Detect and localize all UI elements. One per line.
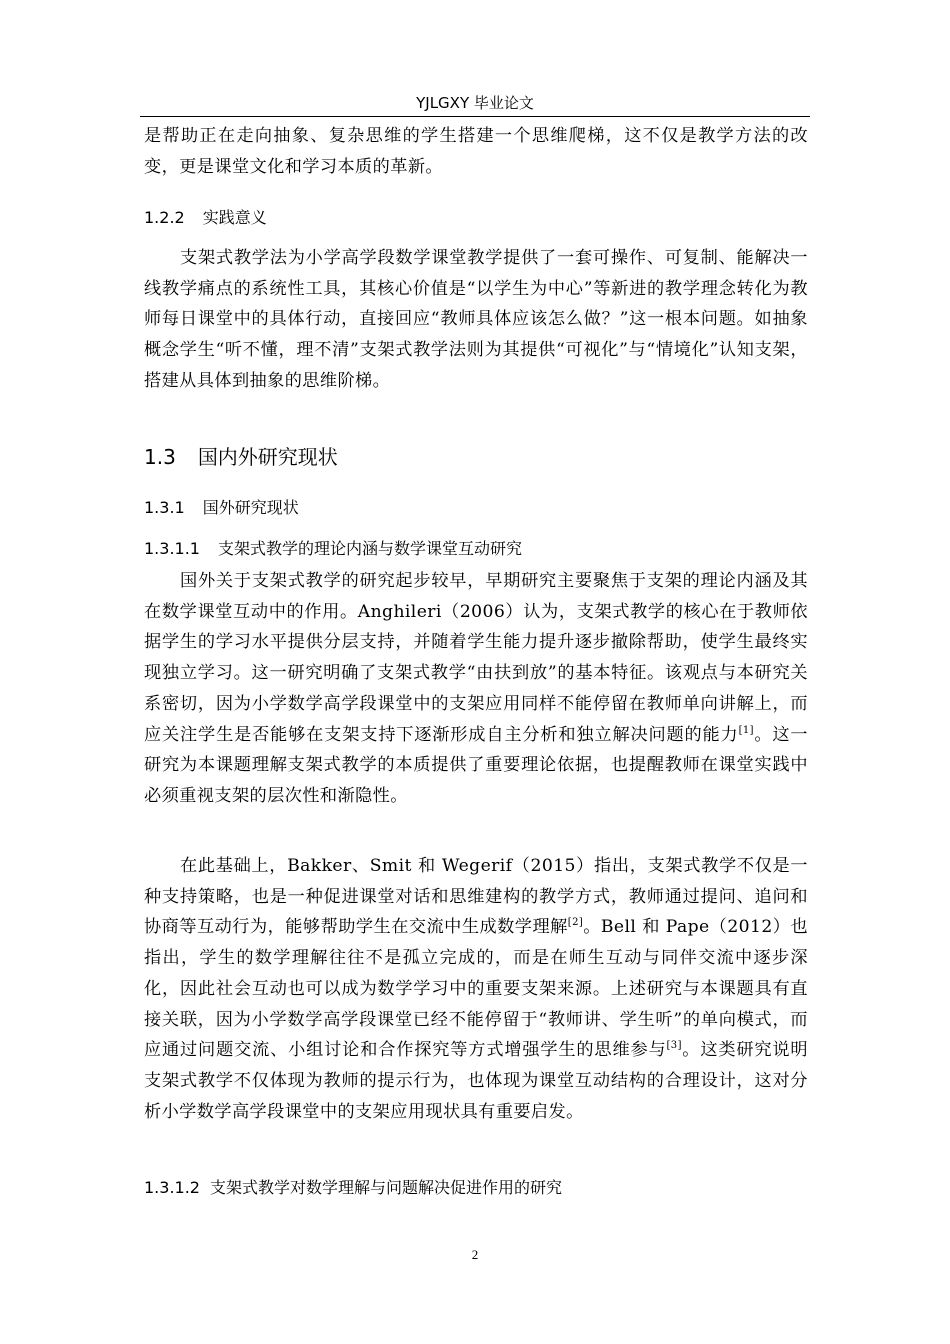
section-number: 1.3.1.1 <box>144 539 200 558</box>
paragraph-text <box>144 566 808 812</box>
section-heading-1-2-2 <box>144 207 808 229</box>
text-run: 。Bell 和 Pape（2012）也指出，学生的数学理解往往不是孤立完成的，而是在师生互动与同伴交流中逐步深化，因此社会互动也可以成为数学学习中的重要支架来源。上述研究与本课题具有直接关联，因为小学数学高学段课堂已经不能停留于“教师讲、学生听”的单向模式，而应通过问题交流、小组讨论和合作探究等方式增强学生的思维参与 <box>144 917 808 1061</box>
section-heading-1-3-1-2 <box>144 1177 808 1199</box>
paragraph-theory <box>144 566 808 812</box>
citation-3: [3] <box>666 1040 682 1052</box>
paragraph-text: 支架式教学法为小学高学段数学课堂教学提供了一套可操作、可复制、能解决一线教学痛点的系统性工具，其核心价值是“以学生为中心”等新进的教学理念转化为教师每日课堂中的具体行动，直接回应“教师具体应该怎么做？”这一根本问题。如抽象概念学生“听不懂，理不清”支架式教学法则为其提供“可视化”与“情境化”认知支架，搭建从具体到抽象的思维阶梯。 <box>144 248 808 391</box>
text-run: 国外关于支架式教学的研究起步较早，早期研究主要聚焦于支架的理论内涵及其在数学课堂互动中的作用。Anghileri（2006）认为，支架式教学的核心在于教师依据学生的学习水平提供分层支持，并随着学生能力提升逐步撤除帮助，使学生最终实现独立学习。这一研究明确了支架式教学“由扶到放”的基本特征。该观点与本研究关系密切，因为小学数学高学段课堂中的支架应用同样不能停留在教师单向讲解上，而应关注学生是否能够在支架支持下逐渐形成自主分析和独立解决问题的能力 <box>144 571 808 745</box>
page-number: 2 <box>471 1247 479 1262</box>
section-heading-1-3-1 <box>144 497 808 519</box>
paragraph-interaction <box>144 851 808 1127</box>
text-run: 。这类研究说明支架式教学不仅体现为教师的提示行为，也体现为课堂互动结构的合理设计，这对分析小学数学高学段课堂中的支架应用现状具有重要启发。 <box>144 1040 808 1122</box>
paragraph-practical-significance <box>144 243 808 397</box>
section-number: 1.2.2 <box>144 208 185 227</box>
text-run: 。这一研究为本课题理解支架式教学的本质提供了重要理论依据，也提醒教师在课堂实践中必须重视支架的层次性和渐隐性。 <box>144 724 809 806</box>
text-run: 在此基础上，Bakker、Smit 和 Wegerif（2015）指出，支架式教学不仅是一种支持策略，也是一种促进课堂对话和思维建构的教学方式，教师通过提问、追问和协商等互动行为，能够帮助学生在交流中生成数学理解 <box>144 856 808 938</box>
running-header: YJLGXY 毕业论文 <box>416 94 534 112</box>
section-heading-1-3 <box>144 444 808 470</box>
section-title: 支架式教学对数学理解与问题解决促进作用的研究 <box>209 1178 562 1197</box>
section-title: 实践意义 <box>202 208 267 227</box>
paragraph-text: 是帮助正在走向抽象、复杂思维的学生搭建一个思维爬梯，这不仅是教学方法的改变，更是课堂文化和学习本质的革新。 <box>144 126 808 177</box>
paragraph-text <box>144 851 808 1127</box>
section-title: 国外研究现状 <box>202 498 299 517</box>
section-heading-1-3-1-1 <box>144 538 808 560</box>
paragraph-continuation <box>144 121 808 182</box>
section-title: 国内外研究现状 <box>197 445 338 469</box>
citation-1: [1] <box>738 724 754 736</box>
header-divider <box>140 116 810 117</box>
section-number: 1.3 <box>144 445 176 469</box>
section-number: 1.3.1.2 <box>144 1178 200 1197</box>
citation-2: [2] <box>567 917 584 929</box>
section-number: 1.3.1 <box>144 498 185 517</box>
section-title: 支架式教学的理论内涵与数学课堂互动研究 <box>217 539 522 558</box>
